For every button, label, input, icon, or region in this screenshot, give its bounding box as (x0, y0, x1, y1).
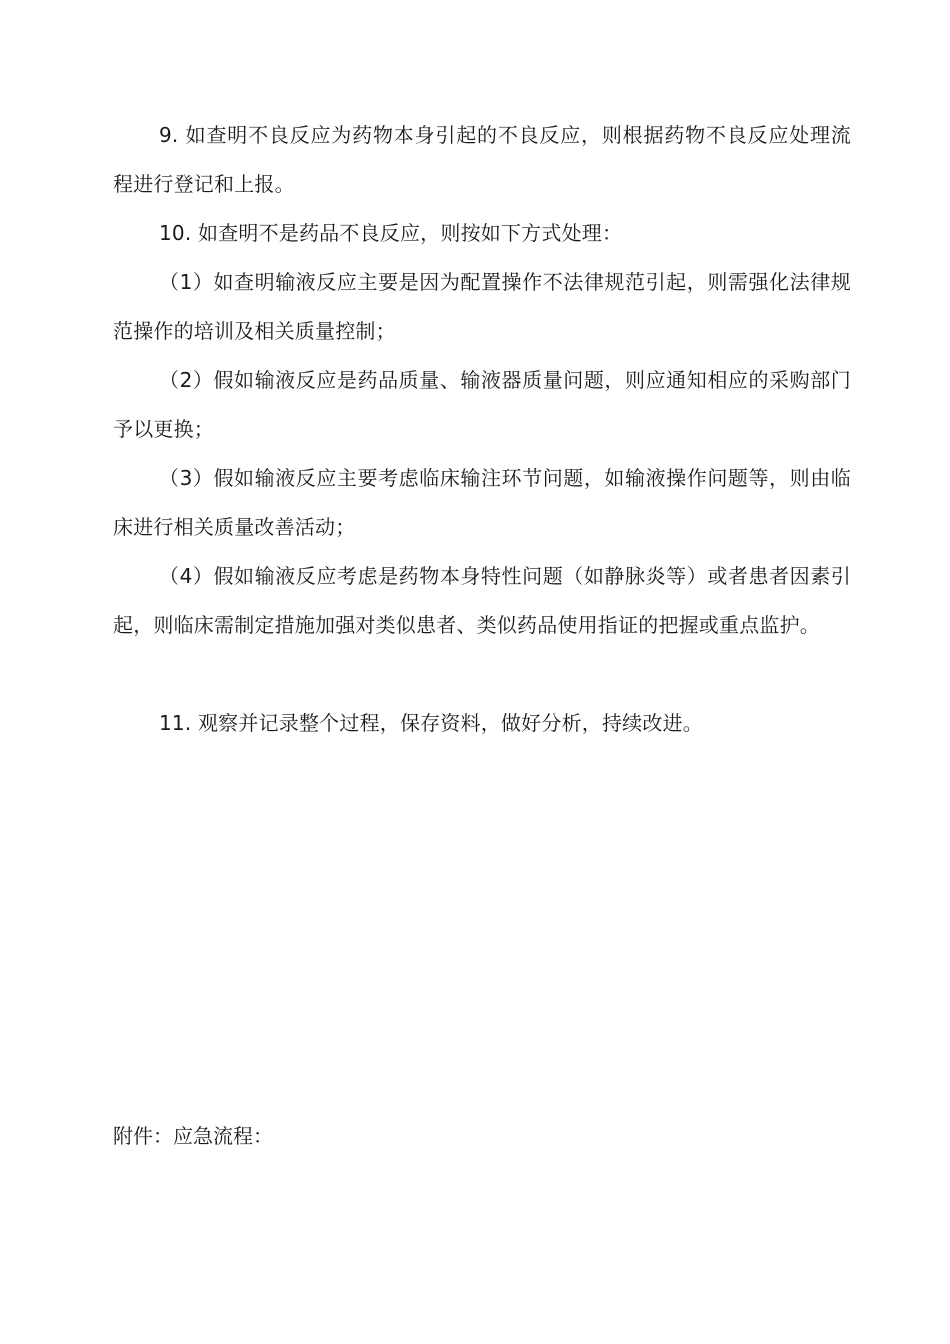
paragraph-item-9: 9. 如查明不良反应为药物本身引起的不良反应，则根据药物不良反应处理流程进行登记和上报。 (113, 123, 851, 196)
sub-item-2: （2）假如输液反应是药品质量、输液器质量问题，则应通知相应的采购部门予以更换； (113, 368, 851, 441)
paragraph-item-10: 10. 如查明不是药品不良反应，则按如下方式处理： (159, 221, 623, 245)
paragraph-item-11: 11. 观察并记录整个过程，保存资料，做好分析，持续改进。 (159, 711, 703, 735)
sub-item-3: （3）假如输液反应主要考虑临床输注环节问题，如输液操作问题等，则由临床进行相关质量改善活动； (113, 466, 851, 539)
sub-item-1: （1）如查明输液反应主要是因为配置操作不法律规范引起，则需强化法律规范操作的培训及相关质量控制； (113, 270, 851, 343)
sub-item-4: （4）假如输液反应考虑是药物本身特性问题（如静脉炎等）或者患者因素引起，则临床需制定措施加强对类似患者、类似药品使用指证的把握或重点监护。 (113, 564, 851, 637)
appendix-label: 附件：应急流程： (113, 1124, 273, 1148)
